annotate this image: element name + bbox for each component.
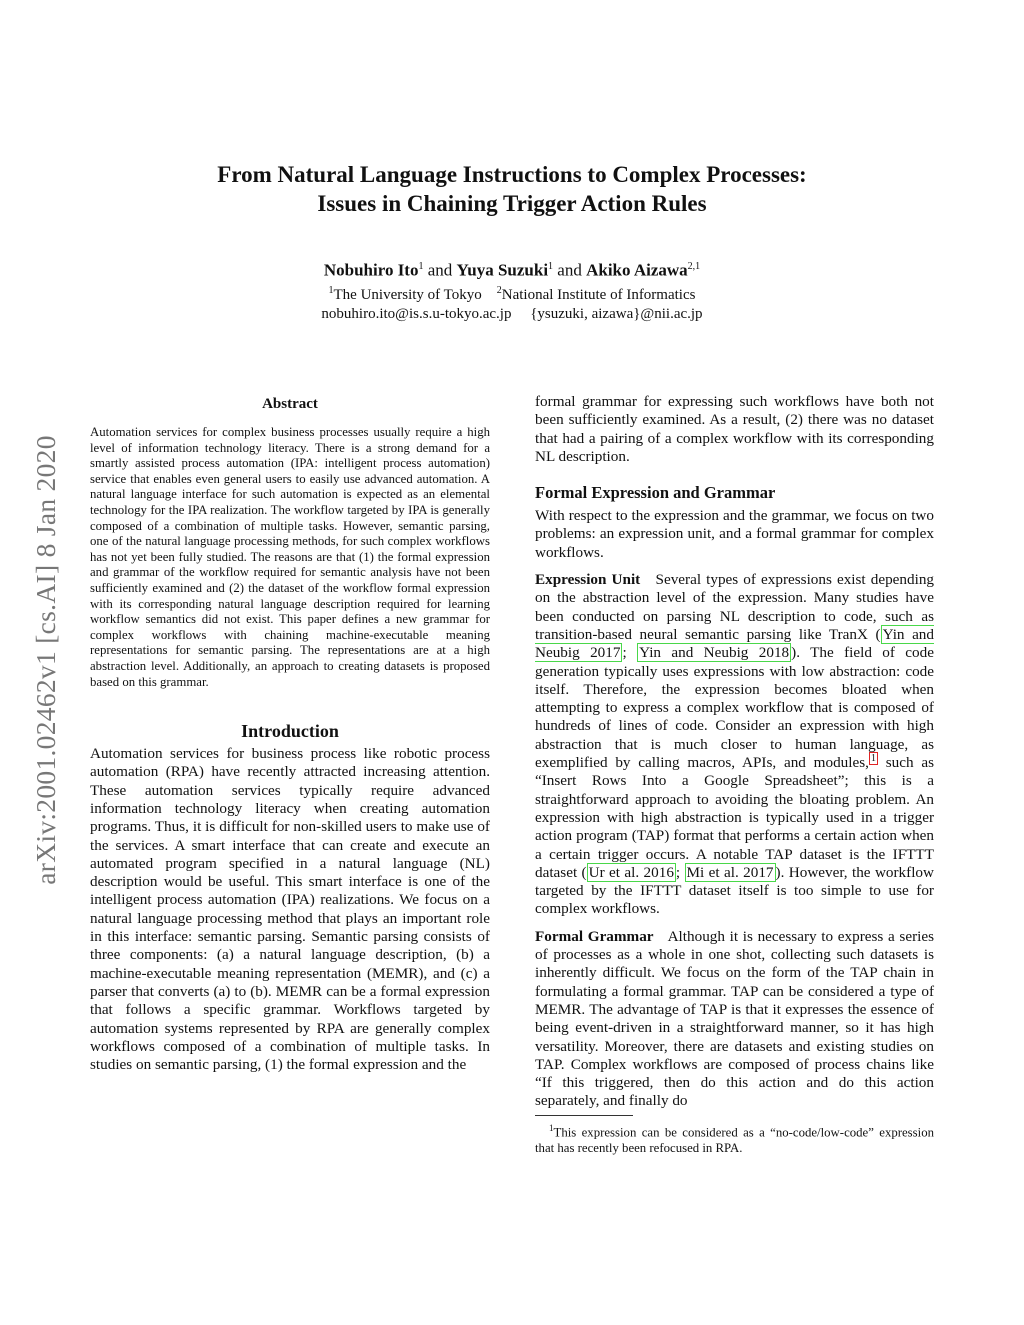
expression-unit-heading: Expression Unit (535, 571, 641, 589)
introduction-text: Automation services for business process like robotic process automation (RPA) have recently attracted increasing attention. These automation services typically require advanced information technology literacy when creating automation programs. Thus, it is difficult for non-skilled users to make use of the services. A smart interface that can create and execute an automated program specified in a natural language (NL) description would be useful. This smart interface is one of the intelligent process automation (IPA) realizations. We focus on a natural language processing method that plays an important role in this interface: semantic parsing. Semantic parsing consists of three components: (a) a natural language description, (b) a machine-executable meaning representation (MEMR), and (c) a parser that converts (a) to (b). MEMR can be a formal expression that follows a specific grammar. Workflows targeted by automation systems represented by RPA are generally complex workflows composed of a combination of multiple tasks. In studies on semantic parsing, (1) the formal expression and the (90, 745, 490, 1074)
citation-ur-2016[interactable]: Ur et al. 2016 (588, 863, 674, 881)
and-1: and (427, 260, 453, 280)
author-1-sup: 1 (418, 261, 424, 272)
affiliations (0, 281, 1024, 305)
author-names (0, 257, 1024, 281)
right-column (535, 393, 934, 1156)
author-2: Yuya Suzuki (456, 260, 549, 280)
author-2-sup: 1 (548, 261, 554, 272)
expression-unit-paragraph (535, 571, 934, 919)
affil-1-sup: 1 (328, 284, 334, 296)
expression-unit-text-4: ). However, the workflow targeted by the IFTTT dataset itself is too simple to use for complex workflows. (535, 863, 934, 918)
author-block (0, 257, 1024, 324)
arxiv-sidebar-stamp (26, 380, 66, 940)
footnote-1 (535, 1121, 934, 1156)
footnote-1-text: This expression can be considered as a “no-code/low-code” expression that has recently been refocused in RPA. (535, 1125, 934, 1155)
citation-separator-1: ; (622, 644, 638, 662)
arxiv-id: arXiv:2001.02462v1 [cs.AI] 8 Jan 2020 (30, 435, 61, 885)
section-intro-text: With respect to the expression and the grammar, we focus on two problems: an expression unit, and a formal grammar for complex workflows. (535, 507, 934, 561)
email-1: nobuhiro.ito@is.s.u-tokyo.ac.jp (321, 305, 512, 322)
introduction-heading: Introduction (241, 721, 339, 742)
affil-2-sup: 2 (496, 284, 502, 296)
and-2: and (557, 260, 582, 280)
title-line-2: Issues in Chaining Trigger Action Rules (317, 191, 707, 216)
footnote-divider (535, 1115, 633, 1116)
abstract-heading: Abstract (262, 396, 318, 412)
emails (0, 305, 1024, 324)
formal-grammar-text: Although it is necessary to express a series of processes as a whole in one shot, collecting such datasets is inherently difficult. We focus on the form of the TAP chain in formulating a formal grammar. TAP can be considered a type of MEMR. The advantage of TAP is that it expresses the essence of being event-driven in a straightforward manner, so it has high versatility. Moreover, there are datasets and existing studies on TAP. Complex workflows are composed of process chains like “If this triggered, then do this action and do this action separately, and finally do (535, 927, 935, 1110)
formal-grammar-heading: Formal Grammar (535, 927, 654, 945)
citation-mi-2017[interactable]: Mi et al. 2017 (686, 863, 774, 881)
formal-grammar-paragraph (535, 928, 934, 1111)
affil-1: The University of Tokyo (333, 286, 482, 303)
expression-unit-text-2: ). The field of code generation typically uses expressions with low abstraction: code itself. Therefore, the expression becomes bloated when attempting to express a complex workflow that is composed of hundreds of lines of code. Consider an expression with high abstraction that is much closer to human language, as exemplified by calling macros, APIs, and modules, (535, 644, 934, 772)
author-3-sup: 2,1 (687, 261, 701, 272)
affil-2: National Institute of Informatics (501, 286, 696, 303)
expression-unit-text-1: Several types of expressions exist depending on the abstraction level of the expression. Many studies have been conducted on parsing NL description to code, such as transition-based neural semantic parsing like TranX ( (535, 571, 935, 643)
formal-expression-heading: Formal Expression and Grammar (535, 483, 776, 503)
footnote-ref-1[interactable]: 1 (870, 753, 876, 765)
expression-unit-text-3: such as “Insert Rows Into a Google Spreadsheet”; this is a straightforward approach to avoiding the bloating problem. An expression with high abstraction is typically used in a trigger action program (TAP) format that performs a certain action when a certain trigger occurs. A notable TAP dataset is the IFTTT dataset ( (535, 754, 934, 881)
citation-yin-neubig-2017[interactable]: Yin and Neubig 2017 (535, 625, 934, 662)
footnote-1-mark: 1 (549, 1122, 554, 1133)
email-2: {ysuzuki, aizawa}@nii.ac.jp (530, 305, 703, 322)
author-1: Nobuhiro Ito (323, 260, 419, 280)
title-line-1: From Natural Language Instructions to Complex Processes: (217, 162, 807, 187)
abstract-text: Automation services for complex business processes usually require a high level of information technology literacy. There is a strong demand for a smartly assisted process automation (IPA: intelligent process automation) service that enables even general users to easily use advanced automation. A natural language interface for such automation is expected as an elemental technology for the IPA realization. The workflow targeted by IPA is generally composed of a combination of multiple tasks. However, semantic parsing, one of the natural language processing methods, for such complex workflows has not yet been fully studied. The reasons are that (1) the formal expression and grammar of the workflow required for semantic analysis have not been sufficiently examined and (2) the dataset of the workflow formal expression with its corresponding natural language description required for learning workflow semantics did not exist. This paper defines a new grammar for complex workflows with chaining machine-executable meaning representations for semantic parsing. The representations are at a high abstraction level. Additionally, an approach to creating datasets is proposed based on this grammar. (90, 425, 490, 689)
left-column (90, 393, 490, 1074)
author-3: Akiko Aizawa (586, 260, 688, 280)
citation-yin-neubig-2018[interactable]: Yin and Neubig 2018 (639, 644, 790, 662)
intro-continuation: formal grammar for expressing such workflows have both not been sufficiently examined. As a result, (2) there was no dataset that had a pairing of a complex workflow with its corresponding NL description. (535, 393, 934, 465)
citation-separator-2: ; (675, 863, 685, 881)
paper-title (0, 160, 1024, 218)
